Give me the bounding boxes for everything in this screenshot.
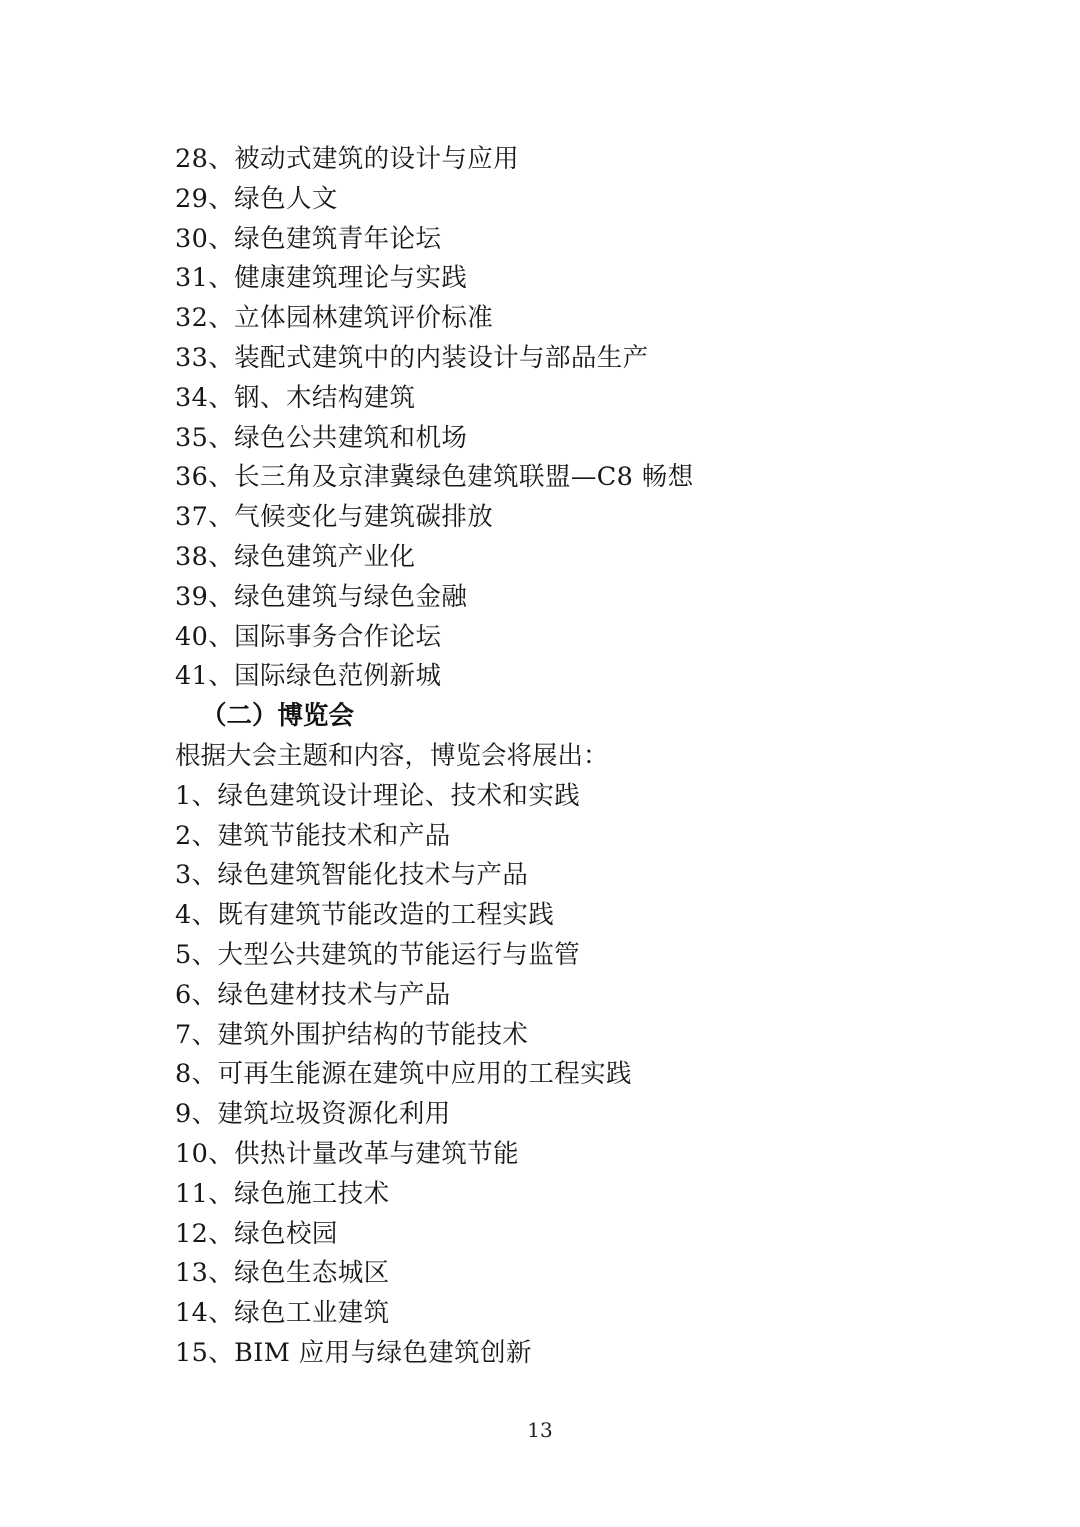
list-item: 12、绿色校园 — [175, 1218, 338, 1249]
list-item: 28、被动式建筑的设计与应用 — [175, 144, 520, 174]
list-item: 10、供热计量改革与建筑节能 — [175, 1138, 520, 1169]
list-item: 7、建筑外围护结构的节能技术 — [175, 1019, 529, 1050]
section-heading: （二）博览会 — [201, 701, 355, 732]
list-item: 36、长三角及京津冀绿色建筑联盟—C8 畅想 — [175, 462, 694, 493]
list-item: 6、绿色建材技术与产品 — [175, 979, 451, 1010]
list-item: 31、健康建筑理论与实践 — [175, 263, 468, 294]
list-item: 30、绿色建筑青年论坛 — [175, 223, 442, 254]
list-item: 34、钢、木结构建筑 — [175, 382, 416, 413]
list-item: 8、可再生能源在建筑中应用的工程实践 — [175, 1059, 632, 1090]
page-number: 13 — [527, 1418, 553, 1442]
list-item: 9、建筑垃圾资源化利用 — [175, 1099, 451, 1130]
list-item: 29、绿色人文 — [175, 183, 338, 214]
list-item: 4、既有建筑节能改造的工程实践 — [175, 900, 555, 931]
list-item: 1、绿色建筑设计理论、技术和实践 — [175, 780, 581, 811]
list-item: 14、绿色工业建筑 — [175, 1298, 390, 1329]
list-item: 15、BIM 应用与绿色建筑创新 — [175, 1337, 532, 1368]
list-item: 2、建筑节能技术和产品 — [175, 820, 451, 851]
list-item: 38、绿色建筑产业化 — [175, 541, 416, 572]
list-item: 41、国际绿色范例新城 — [175, 661, 442, 692]
list-item: 37、气候变化与建筑碳排放 — [175, 502, 494, 533]
list-item: 35、绿色公共建筑和机场 — [175, 422, 468, 453]
list-item: 5、大型公共建筑的节能运行与监管 — [175, 939, 581, 970]
expo-topic-list — [175, 777, 930, 1374]
list-item: 11、绿色施工技术 — [175, 1178, 390, 1209]
forum-topic-list — [175, 140, 930, 697]
list-item: 33、装配式建筑中的内装设计与部品生产 — [175, 342, 649, 373]
list-item: 3、绿色建筑智能化技术与产品 — [175, 860, 529, 891]
list-item: 32、立体园林建筑评价标准 — [175, 303, 494, 334]
list-item: 39、绿色建筑与绿色金融 — [175, 581, 468, 612]
section-intro-text: 根据大会主题和内容，博览会将展出： — [175, 740, 609, 771]
list-item: 13、绿色生态城区 — [175, 1258, 390, 1289]
list-item: 40、国际事务合作论坛 — [175, 621, 442, 652]
